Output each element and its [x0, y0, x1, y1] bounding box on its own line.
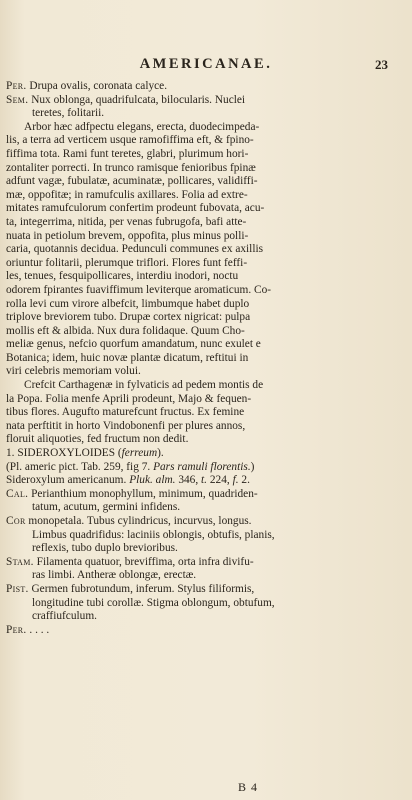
text-line	[6, 461, 392, 475]
text-segment: Arbor hæc adfpectu elegans, erecta, duodecimpeda-	[24, 120, 260, 133]
text-segment: Sem.	[6, 93, 29, 106]
text-segment: tibus flores. Augufto maturefcunt fructus. Ex femine	[6, 406, 245, 419]
text-line	[6, 420, 392, 434]
text-segment: (Pl. americ pict. Tab. 259, fig 7.	[6, 460, 154, 473]
text-segment: Nux oblonga, quadrifulcata, bilocularis. Nuclei	[28, 93, 246, 106]
text-line	[6, 406, 392, 420]
text-segment: Cal.	[6, 487, 29, 500]
text-line	[6, 175, 392, 189]
text-segment: mitates ramufculorum confertim prodeunt fubovata, acu-	[6, 202, 265, 215]
text-line	[6, 257, 392, 271]
text-line	[6, 556, 392, 570]
text-segment: Germen fubrotundum, inferum. Stylus filiformis,	[28, 582, 255, 595]
text-segment: les, tenues, fesquipollicares, interdiu inodori, noctu	[6, 270, 239, 283]
text-line	[6, 94, 392, 108]
text-segment: caria, quotannis decidua. Pedunculi communes ex axillis	[6, 243, 264, 256]
text-segment: meliæ genus, nefcio quorfum amandatum, nunc exulet e	[6, 338, 261, 351]
text-line	[6, 162, 392, 176]
text-segment: zontaliter porrecti. In trunco ramisque fenioribus fpinæ	[6, 161, 256, 174]
text-line	[6, 542, 392, 556]
text-segment: nata perftitit in horto Vindobonenfi per plures annos,	[6, 419, 246, 432]
text-line	[6, 433, 392, 447]
text-line	[6, 148, 392, 162]
text-line	[6, 216, 392, 230]
text-segment: Per.	[6, 623, 27, 636]
text-line	[6, 202, 392, 216]
text-line	[6, 230, 392, 244]
text-segment: 2.	[238, 474, 250, 487]
text-line	[6, 298, 392, 312]
text-segment: 224,	[207, 474, 233, 487]
text-segment: 1. SIDEROXYLOIDES (	[6, 447, 122, 460]
text-segment: mollis eft & albida. Nux dura folidaque. Quum Cho-	[6, 324, 245, 337]
text-line	[6, 583, 392, 597]
text-segment: craffiufculum.	[32, 610, 97, 623]
text-segment: teretes, folitarii.	[32, 107, 105, 120]
text-segment: Pars ramuli florentis.	[153, 460, 251, 473]
text-segment: Sideroxylum americanum.	[6, 474, 130, 487]
text-line	[6, 597, 392, 611]
text-line	[6, 352, 392, 366]
text-segment: longitudine tubi corollæ. Stigma oblongum, obtufum,	[32, 596, 275, 609]
text-line	[6, 134, 392, 148]
text-segment: reflexis, tubo duplo brevioribus.	[32, 542, 178, 555]
text-line	[6, 488, 392, 502]
text-line	[6, 474, 392, 488]
text-line	[6, 80, 392, 94]
text-segment: 346,	[175, 474, 202, 487]
text-line	[6, 610, 392, 624]
text-segment: adfunt vagæ, fubulatæ, acuminatæ, pollicares, validiffi-	[6, 175, 258, 188]
text-line	[6, 515, 392, 529]
text-segment: ).	[157, 447, 164, 460]
text-segment: Perianthium monophyllum, minimum, quadriden-	[28, 487, 258, 500]
text-line	[6, 447, 392, 461]
text-segment: Pluk. alm.	[129, 474, 176, 487]
text-segment: . . . .	[26, 623, 50, 636]
text-line	[6, 338, 392, 352]
text-line	[6, 393, 392, 407]
text-segment: ferreum	[121, 447, 158, 460]
text-segment: lis, a terra ad verticem usque ramofiffima eft, & fpino-	[6, 134, 254, 147]
text-segment: ta, integerrima, nitida, per venas fubrugofa, bafi atte-	[6, 215, 247, 228]
text-line	[6, 311, 392, 325]
text-line	[6, 501, 392, 515]
text-line	[6, 270, 392, 284]
text-segment: Cor	[6, 515, 26, 527]
text-segment: monopetala. Tubus cylindricus, incurvus, longus.	[25, 515, 252, 527]
text-line	[6, 284, 392, 298]
text-segment: Pist.	[6, 582, 29, 595]
text-segment: f.	[232, 474, 239, 487]
text-line	[6, 379, 392, 393]
text-line	[6, 624, 392, 638]
running-head: AMERICANAE.	[139, 56, 273, 72]
signature-mark: B 4	[238, 780, 259, 794]
text-line	[6, 365, 392, 379]
body-text	[6, 80, 392, 637]
text-line	[6, 107, 392, 121]
page-number: 23	[375, 57, 388, 72]
text-segment: triplove breviorem tubo. Drupæ cortex nigricat: pulpa	[6, 311, 251, 324]
text-segment: oriuntur folitarii, plerumque triflori. Flores funt feffi-	[6, 256, 248, 269]
text-line	[6, 325, 392, 339]
text-line	[6, 121, 392, 135]
text-segment: )	[250, 460, 255, 473]
text-segment: viri celebris memoriam volui.	[6, 365, 141, 378]
text-line	[6, 243, 392, 257]
text-segment: nuata in petiolum brevem, oppofita, plus minus polli-	[6, 229, 249, 242]
text-segment: Per.	[6, 80, 27, 92]
text-segment: odorem fpirantes fuaviffimum leviterque aromaticum. Co-	[6, 283, 272, 296]
page-header	[0, 56, 412, 74]
text-line	[6, 189, 392, 203]
text-segment: mæ, oppofitæ; in ramufculis axillares. Folia ad extre-	[6, 188, 248, 201]
text-segment: rolla levi cum virore albefcit, limbumque habet duplo	[6, 297, 250, 310]
text-segment: tatum, acutum, germini infidens.	[32, 501, 181, 514]
text-segment: Limbus quadrifidus: laciniis oblongis, obtufis, planis,	[32, 528, 275, 541]
text-segment: t.	[201, 474, 208, 487]
text-segment: fiffima tota. Rami funt teretes, glabri, plurimum hori-	[6, 147, 249, 160]
text-segment: la Popa. Folia menfe Aprili prodeunt, Majo & fequen-	[6, 392, 252, 405]
text-segment: Drupa ovalis, coronata calyce.	[26, 80, 168, 92]
text-line	[6, 569, 392, 583]
text-segment: floruit aliquoties, fed fructum non dedit.	[6, 433, 189, 446]
text-segment: Filamenta quatuor, breviffima, orta infra divifu-	[33, 555, 254, 568]
text-segment: Crefcit Carthagenæ in fylvaticis ad pedem montis de	[24, 379, 264, 392]
text-segment: Botanica; idem, huic novæ plantæ dicatum, reftitui in	[6, 351, 249, 364]
text-line	[6, 529, 392, 543]
text-segment: ras limbi. Antheræ oblongæ, erectæ.	[32, 569, 197, 582]
text-segment: Stam.	[6, 555, 34, 568]
